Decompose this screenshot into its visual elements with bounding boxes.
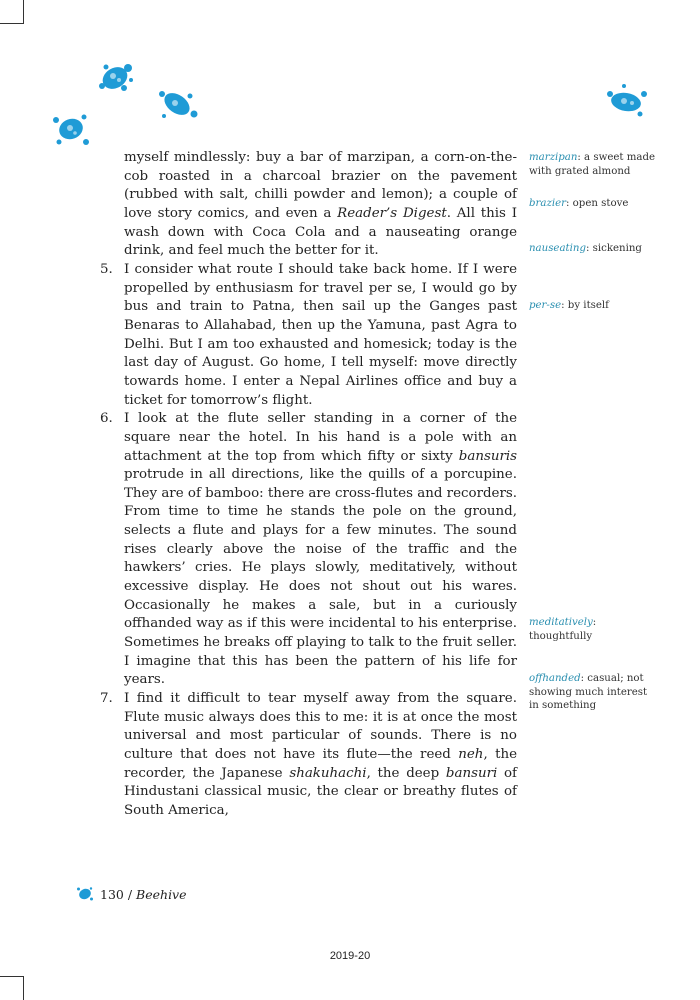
main-text xyxy=(100,149,517,821)
glossary-definition: : sickening xyxy=(585,243,642,254)
page-number: 130 xyxy=(100,886,124,902)
text-run: of Hindustani classical music, the clear or breathy flutes of South America, xyxy=(124,765,518,818)
paragraph-number: 6. xyxy=(100,411,113,427)
glossary-definition: : casual; not showing much interest in something xyxy=(529,673,648,711)
crop-mark-bottom-left-v xyxy=(23,976,24,1000)
glossary-item-nauseating xyxy=(529,242,659,256)
italic-text: bansuris xyxy=(458,448,517,464)
blue-splash-icon xyxy=(94,58,136,98)
glossary-item-marzipan xyxy=(529,151,659,178)
numbered-paragraph xyxy=(100,410,517,690)
text-run: myself mindlessly: buy a bar of marzipan, a corn-on-the-cob roasted in a charcoal brazier on the pavement (rubbed with salt, chilli powder and lemon); a couple of love story comics, and even a xyxy=(124,150,517,221)
paragraph-number: 7. xyxy=(100,691,113,707)
numbered-paragraph xyxy=(100,261,517,410)
italic-text: Reader’s Digest xyxy=(337,205,447,221)
edition-year: 2019-20 xyxy=(329,950,371,962)
glossary-term: nauseating xyxy=(529,243,586,254)
glossary-term: marzipan xyxy=(529,152,578,163)
numbered-paragraph xyxy=(100,690,517,821)
glossary-term: brazier xyxy=(529,198,566,209)
text-run: protrude in all directions, like the quills of a porcupine. They are of bamboo: there are cross-flutes and recorders. From time to time he stands the pole on the ground, selects a flute and plays for a few minutes. The sound rises clearly above the noise of the traffic and the hawkers’ cries. He plays slowly, meditatively, without excessive display. He does not shout out his wares. Occasionally he makes a sale, but in a curiously offhanded way as if this were incidental to his enterprise. Sometimes he breaks off playing to talk to the fruit seller. I imagine that this has been the pattern of his life for years. xyxy=(124,467,517,688)
glossary-item-brazier xyxy=(529,197,659,211)
glossary-item-offhanded xyxy=(529,672,659,713)
text-run: I consider what route I should take back home. If I were propelled by enthusiasm for travel per se, I would go by bus and train to Patna, then sail up the Ganges past Benaras to Allahabad, then up the Yamuna, past Agra to Delhi. But I am too exhausted and homesick; today is the last day of August. Go home, I tell myself: move directly towards home. I enter a Nepal Airlines office and buy a ticket for tomorrow’s flight. xyxy=(124,261,517,408)
blue-splash-icon xyxy=(50,108,92,150)
italic-text: neh xyxy=(458,747,484,762)
text-run: , the deep xyxy=(366,765,446,781)
crop-mark-top-left-h xyxy=(0,23,24,24)
glossary-term: per-se xyxy=(529,300,562,311)
text-run: . All this I wash down with Coca Cola and a nauseating orange drink, and feel much the better for it. xyxy=(124,205,517,259)
blue-splash-icon xyxy=(154,84,200,124)
glossary-item-per-se xyxy=(529,299,659,313)
blue-splash-icon xyxy=(602,80,650,120)
italic-text: bansuri xyxy=(445,765,498,781)
italic-text: shakuhachi xyxy=(289,765,367,781)
glossary-definition: : open stove xyxy=(566,198,629,209)
crop-mark-top-left-v xyxy=(23,0,24,24)
glossary-term: meditatively xyxy=(529,617,593,628)
continuation-paragraph xyxy=(100,149,517,261)
glossary-item-meditatively xyxy=(529,616,659,643)
crop-mark-bottom-left-h xyxy=(0,976,24,977)
text-run: I find it difficult to tear myself away from the square. Flute music always does this to me: it is at once the most universal and most particular of sounds. There is no culture that does not have its flute—the reed xyxy=(124,691,517,762)
page-splash-icon xyxy=(76,885,94,903)
glossary-definition: : thoughtfully xyxy=(529,617,597,642)
paragraph-number: 5. xyxy=(100,261,113,277)
text-run: I look at the flute seller standing in a corner of the square near the hotel. In his hand is a pole with an attachment at the top from which fifty or sixty xyxy=(124,411,517,464)
glossary-definition: : a sweet made with grated almond xyxy=(529,152,655,177)
text-run: , the recorder, the Japanese xyxy=(124,747,517,781)
glossary-definition: : by itself xyxy=(561,300,609,311)
footer-separator: / xyxy=(123,886,137,902)
book-title: Beehive xyxy=(136,886,187,902)
page-footer xyxy=(76,885,187,903)
glossary-term: offhanded xyxy=(529,673,581,684)
